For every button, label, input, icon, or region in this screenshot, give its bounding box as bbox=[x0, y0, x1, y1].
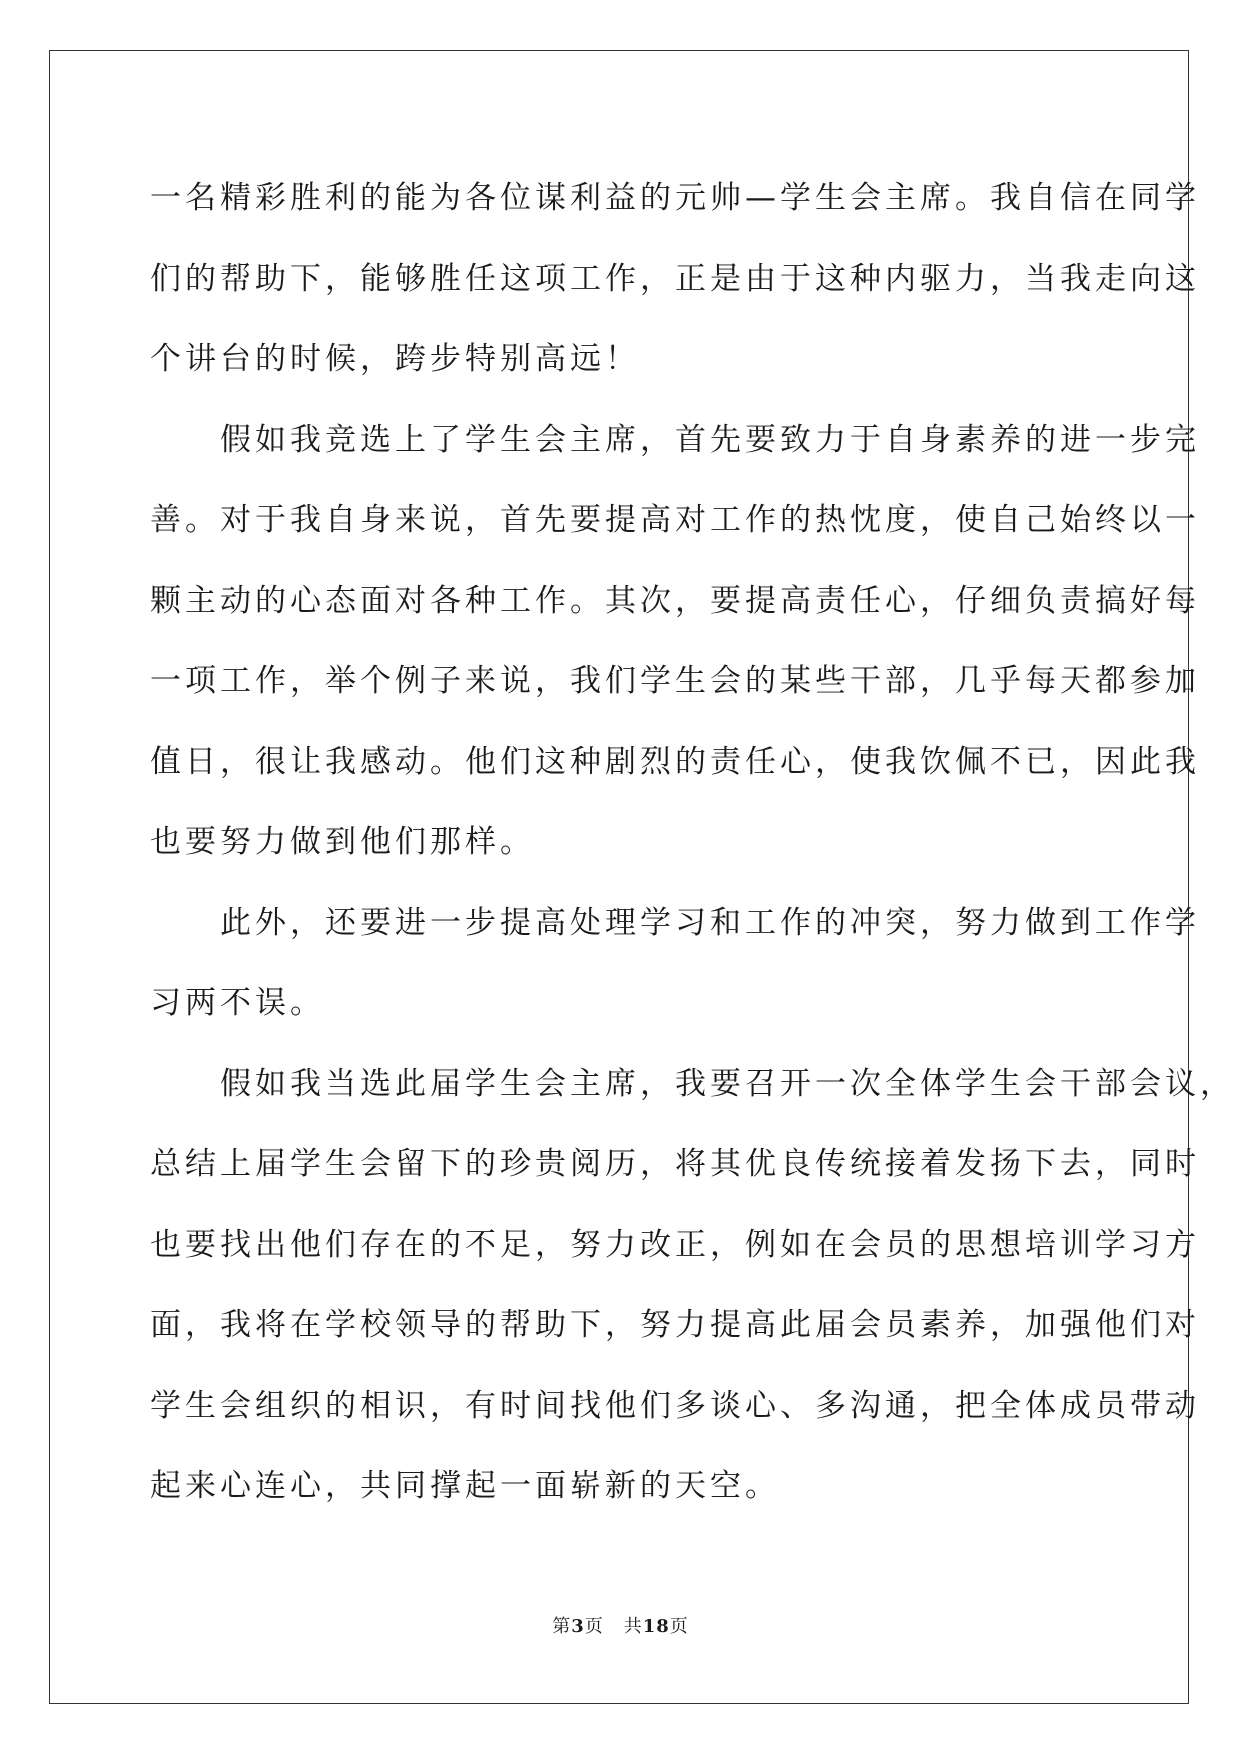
page-prefix: 第 bbox=[552, 1616, 572, 1637]
text-line: 习两不误。 bbox=[150, 985, 325, 1021]
text-line: 总结上届学生会留下的珍贵阅历，将其优良传统接着发扬下去，同时 bbox=[150, 1146, 1200, 1182]
text-line: 善。对于我自身来说，首先要提高对工作的热忱度，使自己始终以一 bbox=[150, 502, 1200, 538]
text-line: 值日，很让我感动。他们这种剧烈的责任心，使我饮佩不已，因此我 bbox=[150, 743, 1200, 780]
text-line: 一名精彩胜利的能为各位谋利益的元帅—学生会主席。我自信在同学 bbox=[150, 180, 1200, 216]
total-prefix: 共 bbox=[623, 1616, 643, 1637]
total-suffix: 页 bbox=[669, 1616, 689, 1637]
page-number: 3 bbox=[571, 1616, 585, 1637]
text-line: 学生会组织的相识，有时间找他们多谈心、多沟通，把全体成员带动 bbox=[150, 1387, 1200, 1424]
text-line: 起来心连心，共同撑起一面崭新的天空。 bbox=[150, 1468, 780, 1504]
text-line: 也要努力做到他们那样。 bbox=[150, 824, 535, 860]
text-line: 个讲台的时候，跨步特别高远！ bbox=[150, 341, 640, 377]
page-suffix: 页 bbox=[584, 1616, 604, 1637]
text-line: 面，我将在学校领导的帮助下，努力提高此届会员素养，加强他们对 bbox=[150, 1307, 1200, 1343]
page-footer bbox=[0, 1612, 1241, 1638]
text-line: 此外，还要进一步提高处理学习和工作的冲突，努力做到工作学 bbox=[150, 904, 1200, 941]
document-body bbox=[150, 158, 1235, 1527]
text-line: 假如我竞选上了学生会主席，首先要致力于自身素养的进一步完 bbox=[150, 421, 1200, 458]
text-line: 也要找出他们存在的不足，努力改正，例如在会员的思想培训学习方 bbox=[150, 1226, 1200, 1263]
text-line: 假如我当选此届学生会主席，我要召开一次全体学生会干部会议， bbox=[150, 1065, 1235, 1102]
text-line: 一项工作，举个例子来说，我们学生会的某些干部，几乎每天都参加 bbox=[150, 663, 1200, 699]
text-line: 们的帮助下，能够胜任这项工作，正是由于这种内驱力，当我走向这 bbox=[150, 260, 1200, 297]
text-line: 颗主动的心态面对各种工作。其次，要提高责任心，仔细负责搞好每 bbox=[150, 582, 1200, 619]
total-pages: 18 bbox=[642, 1616, 670, 1637]
